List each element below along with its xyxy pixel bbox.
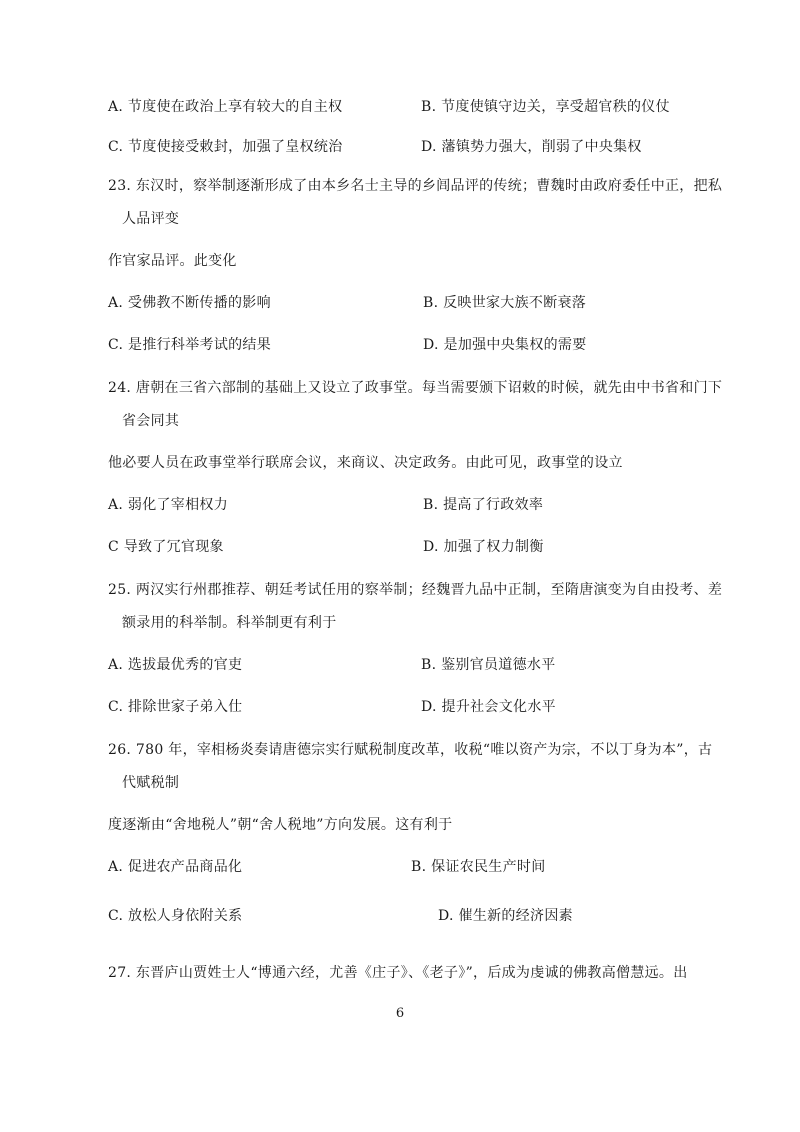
q25-option-c: C. 排除世家子弟入仕 — [108, 699, 243, 715]
q26-option-a: A. 促进农产品商品化 — [108, 859, 243, 875]
q22-option-d: D. 藩镇势力强大，削弱了中央集权 — [421, 139, 642, 155]
q25-option-b: B. 鉴别官员道德水平 — [421, 657, 556, 673]
q26-option-d: D. 催生新的经济因素 — [438, 908, 573, 924]
q24-option-d: D. 加强了权力制衡 — [423, 539, 544, 555]
page-number: 6 — [395, 1006, 405, 1021]
q23-stem-line-3: 作官家品评。此变化 — [108, 253, 237, 269]
q25-option-d: D. 提升社会文化水平 — [421, 699, 556, 715]
q23-stem-line-1: 23. 东汉时，察举制逐渐形成了由本乡名士主导的乡闾品评的传统；曹魏时由政府委任中正，把私 — [108, 178, 723, 194]
q24-option-a: A. 弱化了宰相权力 — [108, 497, 229, 513]
q23-stem-line-2: 人品评变 — [122, 211, 180, 227]
q22-option-c: C. 节度使接受敕封，加强了皇权统治 — [108, 139, 343, 155]
q24-stem-line-3: 他必要人员在政事堂举行联席会议，来商议、决定政务。由此可见，政事堂的设立 — [108, 455, 623, 471]
q25-stem-line-1: 25. 两汉实行州郡推荐、朝廷考试任用的察举制；经魏晋九品中正制，至隋唐演变为自由投考、差 — [108, 582, 723, 598]
q23-option-c: C. 是推行科举考试的结果 — [108, 337, 272, 353]
q26-stem-line-3: 度逐渐由“舍地税人”朝“舍人税地”方向发展。这有利于 — [108, 817, 453, 833]
q24-option-b: B. 提高了行政效率 — [423, 497, 544, 513]
q26-stem-line-2: 代赋税制 — [122, 775, 180, 791]
q24-stem-line-2: 省会同其 — [122, 413, 180, 429]
q23-option-a: A. 受佛教不断传播的影响 — [108, 295, 271, 311]
q26-option-b: B. 保证农民生产时间 — [411, 859, 546, 875]
q25-option-a: A. 选拔最优秀的官吏 — [108, 657, 243, 673]
q22-option-b: B. 节度使镇守边关，享受超官秩的仪仗 — [421, 99, 670, 115]
q24-option-c: C 导致了冗官现象 — [108, 539, 224, 555]
q27-stem-line-1: 27. 东晋庐山贾姓士人“博通六经，尤善《庄子》、《老子》”，后成为虔诚的佛教高僧慧远。出 — [108, 965, 688, 981]
q23-option-d: D. 是加强中央集权的需要 — [423, 337, 587, 353]
q26-option-c: C. 放松人身依附关系 — [108, 908, 243, 924]
q26-stem-line-1: 26. 780 年，宰相杨炎奏请唐德宗实行赋税制度改革，收税“唯以资产为宗，不以丁身为本”，古 — [108, 742, 713, 758]
q23-option-b: B. 反映世家大族不断衰落 — [423, 295, 587, 311]
q25-stem-line-2: 额录用的科举制。科举制更有利于 — [122, 615, 337, 631]
q22-option-a: A. 节度使在政治上享有较大的自主权 — [108, 99, 343, 115]
q24-stem-line-1: 24. 唐朝在三省六部制的基础上又设立了政事堂。每当需要颁下诏敕的时候，就先由中书省和门下 — [108, 380, 723, 396]
